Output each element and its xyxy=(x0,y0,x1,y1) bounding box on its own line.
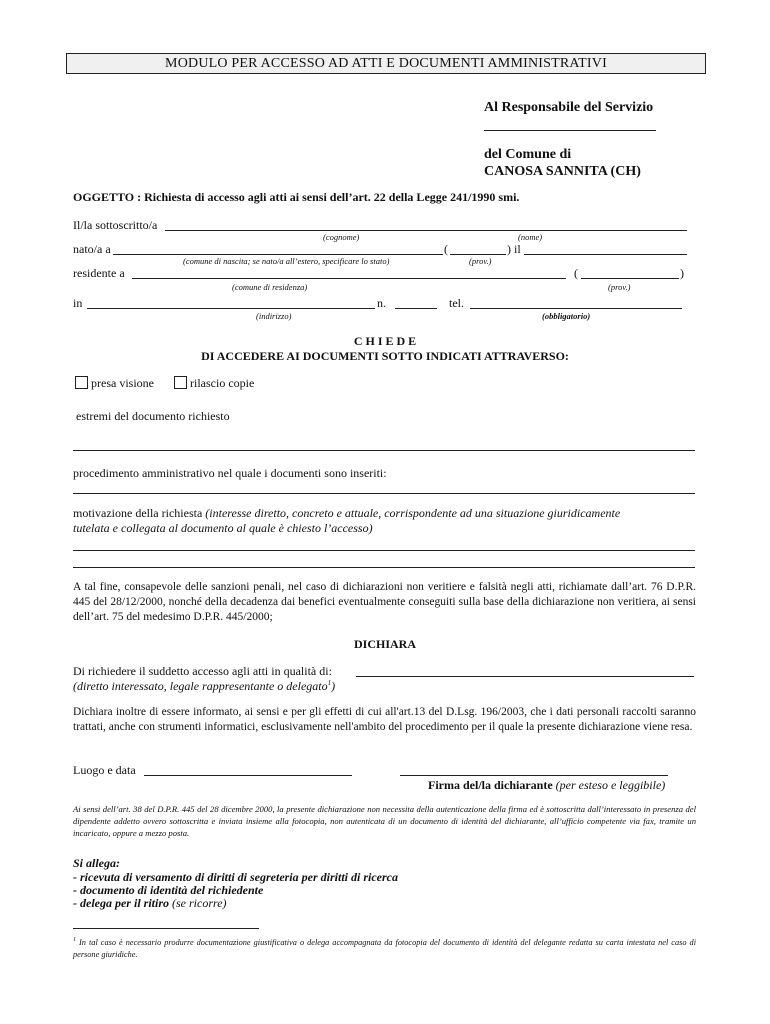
residence-field[interactable] xyxy=(132,278,566,279)
comune-residenza-hint: (comune di residenza) xyxy=(232,282,308,292)
nome-hint: (nome) xyxy=(518,232,543,242)
subject: OGGETTO : Richiesta di accesso agli atti ai sensi dell’art. 22 della Legge 241/1990 smi. xyxy=(73,190,520,204)
recipient-line3: CANOSA SANNITA (CH) xyxy=(484,164,641,179)
street-number-field[interactable] xyxy=(395,308,437,309)
attachment-item3: - delega per il ritiro xyxy=(73,896,169,910)
obbligatorio-hint: (obbligatorio) xyxy=(542,311,591,321)
footnote-number: 1 xyxy=(73,937,76,943)
footnote-text: In tal caso è necessario produrre documentazione giustificativa o delega accompagnata da fotocopia del documento di identità del delegante redatta su carta intestata nel caso di persone giuridiche. xyxy=(73,937,696,959)
attachment-item3-line xyxy=(73,896,227,911)
recipient-line2: del Comune di xyxy=(484,147,572,162)
firma-line xyxy=(428,778,665,793)
luogo-label: Luogo e data xyxy=(73,763,136,777)
privacy-paragraph: Dichiara inoltre di essere informato, ai sensi e per gli effetti di cui all'art.13 del D.Lsg. 196/2003, che i dati personali raccolti saranno trattati, anche con strumenti informatici, esclusivamente nell'ambito del procedimento per il quale la presente dichiarazione viene resa. xyxy=(73,706,696,733)
firma-note: (per esteso e leggibile) xyxy=(555,778,666,792)
footnote-separator xyxy=(73,928,259,929)
comune-nascita-hint: (comune di nascita; se nato/a all’estero, specificare lo stato) xyxy=(183,256,390,266)
birthplace-field[interactable] xyxy=(113,254,443,255)
attachment-item1: - ricevuta di versamento di diritti di segreteria per diritti di ricerca xyxy=(73,870,398,884)
attachment-item3-note: (se ricorre) xyxy=(172,896,227,910)
cognome-hint: (cognome) xyxy=(323,232,360,242)
attachment-item2: - documento di identità del richiedente xyxy=(73,883,264,897)
rilascio-copie-checkbox[interactable] xyxy=(174,376,187,389)
prov-paren-open: ( xyxy=(444,242,448,256)
procedimento-label: procedimento amministrativo nel quale i documenti sono inseriti: xyxy=(73,466,387,480)
qualita-note-line xyxy=(73,679,335,694)
recipient-office-field[interactable] xyxy=(484,130,656,131)
birthdate-field[interactable] xyxy=(524,254,687,255)
in-label: in xyxy=(73,296,83,310)
estremi-label: estremi del documento richiesto xyxy=(76,409,230,423)
residence-prov-field[interactable] xyxy=(581,278,679,279)
il-label: ) il xyxy=(507,242,521,256)
motivazione-line xyxy=(73,506,620,521)
qualita-field[interactable] xyxy=(356,676,694,677)
qualita-label: Di richiedere il suddetto accesso agli atti in qualità di: xyxy=(73,664,332,678)
motivazione-label: motivazione della richiesta xyxy=(73,506,203,520)
sottoscritto-label: Il/la sottoscritto/a xyxy=(73,218,158,232)
presa-visione-label: presa visione xyxy=(91,376,154,390)
qualita-footnote-mark: 1 xyxy=(327,679,332,687)
dichiara-heading: DICHIARA xyxy=(353,637,416,651)
indirizzo-hint: (indirizzo) xyxy=(256,311,292,321)
nato-label: nato/a a xyxy=(73,242,111,256)
motivazione-field-1[interactable] xyxy=(73,550,695,551)
declaration-paragraph: A tal fine, consapevole delle sanzioni penali, nel caso di dichiarazioni non veritiere e falsità negli atti, richiamate dall’art. 76 D.P.R. 445 del 28/12/2000, nonché della decadenza dai benefici eventualmente conseguiti sulla base della dichiarazione non veritiera, ai sensi dell’art. 75 del medesimo D.P.R. 445/2000; xyxy=(73,581,696,623)
qualita-note: (diretto interessato, legale rappresentante o delegato xyxy=(73,679,328,693)
firma-label: Firma del/la dichiarante xyxy=(428,778,553,792)
estremi-field[interactable] xyxy=(73,450,695,451)
presa-visione-checkbox[interactable] xyxy=(75,376,88,389)
attachments-heading: Si allega: xyxy=(73,856,120,870)
rilascio-copie-label: rilascio copie xyxy=(190,376,255,390)
address-field[interactable] xyxy=(87,308,375,309)
recipient-line1: Al Responsabile del Servizio xyxy=(484,100,654,115)
res-prov-close: ) xyxy=(680,266,684,280)
res-prov-hint: (prov.) xyxy=(608,282,631,292)
motivazione-note: (interesse diretto, concreto e attuale, corrispondente ad una situazione giuridicamente xyxy=(205,506,621,520)
birth-prov-field[interactable] xyxy=(450,254,506,255)
chiede-heading: C H I E D E xyxy=(353,334,417,348)
chiede-subheading: DI ACCEDERE AI DOCUMENTI SOTTO INDICATI ATTRAVERSO: xyxy=(201,349,569,363)
firma-field[interactable] xyxy=(400,775,668,776)
name-field[interactable] xyxy=(165,230,687,231)
res-prov-paren: ( xyxy=(574,266,578,280)
footnote xyxy=(73,934,696,961)
luogo-field[interactable] xyxy=(144,775,352,776)
motivazione-field-2[interactable] xyxy=(73,567,695,568)
prov-hint: (prov.) xyxy=(469,256,492,266)
motivazione-note2: tutelata e collegata al documento al quale è chiesto l’accesso) xyxy=(73,521,373,535)
qualita-close: ) xyxy=(331,679,336,693)
residente-label: residente a xyxy=(73,266,125,280)
phone-field[interactable] xyxy=(470,308,682,309)
tel-label: tel. xyxy=(449,296,464,310)
legal-note: Ai sensi dell’art. 38 del D.P.R. 445 del 28 dicembre 2000, la presente dichiarazione non necessita della autenticazione della firma ed è sottoscritta dall’interessato in presenza del dipendente addetto ovvero sottoscritta e inviata insieme alla fotocopia, non autenticata di un documento di identità del dichiarante, all’ufficio competente via fax, tramite un incaricato, oppure a mezzo posta. xyxy=(73,804,696,838)
procedimento-field[interactable] xyxy=(73,493,695,494)
form-title: MODULO PER ACCESSO AD ATTI E DOCUMENTI AMMINISTRATIVI xyxy=(66,53,706,74)
n-label: n. xyxy=(377,296,386,310)
